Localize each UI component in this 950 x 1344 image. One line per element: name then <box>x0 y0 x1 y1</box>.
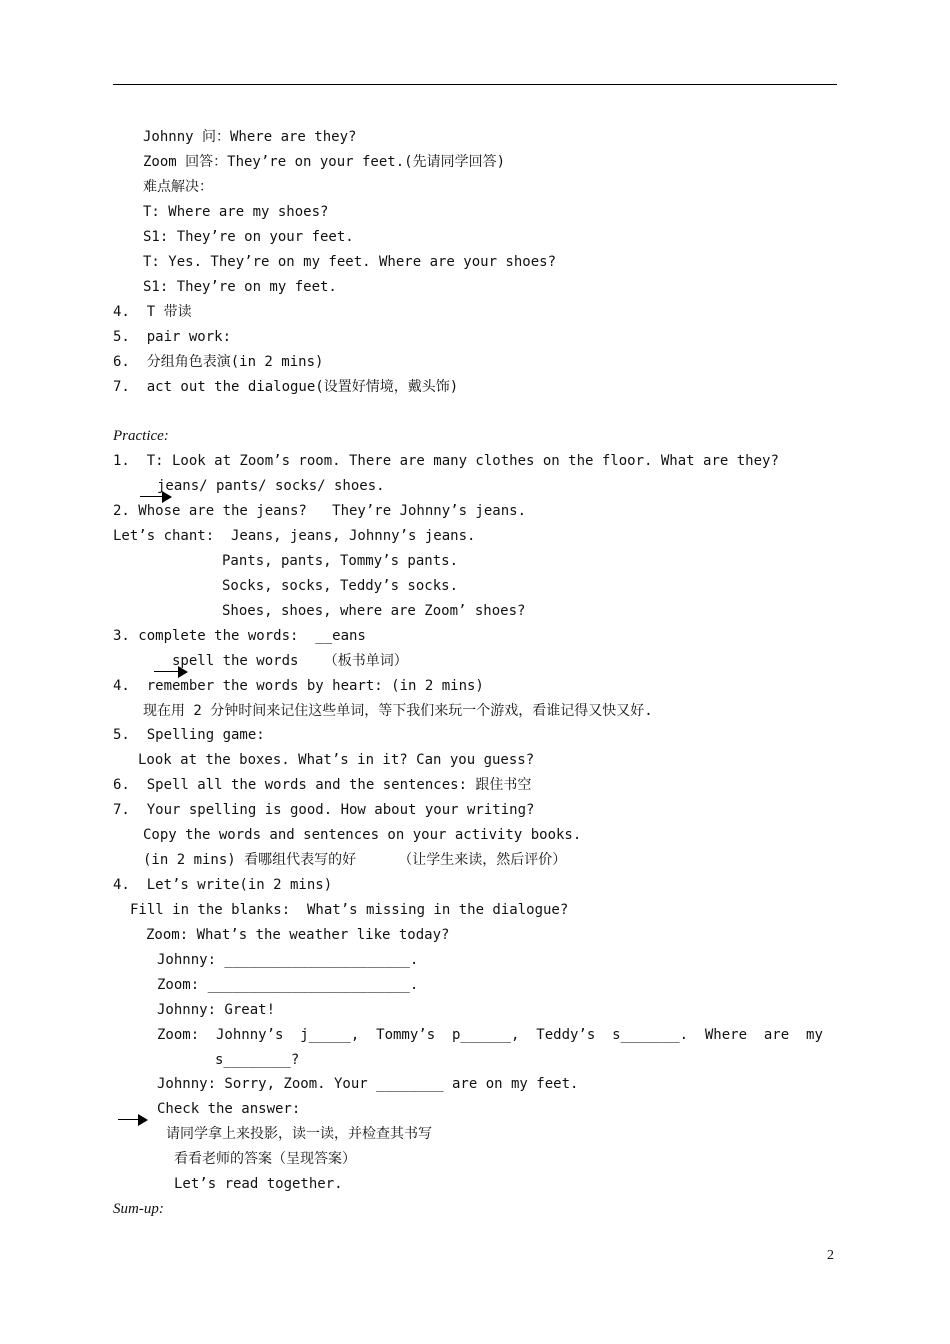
line-13: 1. T: Look at Zoom’s room. There are many clothes on the floor. What are they? <box>113 453 779 469</box>
line-18: Socks, socks, Teddy’s socks. <box>222 578 459 594</box>
line-30: 4. Let’s write(in 2 mins) <box>113 877 333 893</box>
line-35: Johnny: Great! <box>157 1002 276 1018</box>
line-2: Zoom 回答：They’re on your feet.(先请同学回答) <box>143 154 506 170</box>
line-38: Johnny: Sorry, Zoom. Your ________ are on my feet. <box>157 1076 579 1092</box>
line-29: (in 2 mins) 看哪组代表写的好 （让学生来读，然后评价） <box>143 852 567 868</box>
line-22: 4. remember the words by heart: (in 2 mins) <box>113 678 484 694</box>
line-26: 6. Spell all the words and the sentences: 跟住书空 <box>113 777 532 793</box>
line-36: Zoom: Johnny’s j_____, Tommy’s p______, Teddy’s s_______. Where are my <box>157 1027 823 1043</box>
line-42: Let’s read together. <box>174 1176 343 1192</box>
line-39: Check the answer: <box>157 1101 301 1117</box>
line-34: Zoom: ________________________. <box>157 977 419 993</box>
line-16: Let’s chant: Jeans, jeans, Johnny’s jeans. <box>113 528 476 544</box>
line-9: 5. pair work: <box>113 329 232 345</box>
page-number: 2 <box>827 1248 834 1263</box>
line-21: spell the words （板书单词） <box>172 653 408 669</box>
line-7: S1: They’re on my feet. <box>143 279 337 295</box>
line-25: Look at the boxes. What’s in it? Can you guess? <box>138 752 535 768</box>
line-28: Copy the words and sentences on your activity books. <box>143 827 582 843</box>
line-6: T: Yes. They’re on my feet. Where are your shoes? <box>143 254 557 270</box>
practice-heading: Practice: <box>113 428 169 444</box>
line-17: Pants, pants, Tommy’s pants. <box>222 553 459 569</box>
line-31: Fill in the blanks: What’s missing in the dialogue? <box>130 902 569 918</box>
header-rule <box>113 84 837 85</box>
line-32: Zoom: What’s the weather like today? <box>146 927 450 943</box>
line-5: S1: They’re on your feet. <box>143 229 354 245</box>
line-14: jeans/ pants/ socks/ shoes. <box>157 478 385 494</box>
line-20: 3. complete the words: __eans <box>113 628 366 644</box>
line-33: Johnny: ______________________. <box>157 952 419 968</box>
line-37: s________? <box>215 1052 300 1068</box>
line-15: 2. Whose are the jeans? They’re Johnny’s jeans. <box>113 503 527 519</box>
line-10: 6. 分组角色表演(in 2 mins) <box>113 354 324 370</box>
line-40: 请同学拿上来投影，读一读，并检查其书写 <box>166 1126 432 1142</box>
line-19: Shoes, shoes, where are Zoom’ shoes? <box>222 603 526 619</box>
line-41: 看看老师的答案（呈现答案） <box>174 1151 356 1167</box>
line-24: 5. Spelling game: <box>113 727 265 743</box>
line-4: T: Where are my shoes? <box>143 204 329 220</box>
arrow-icon <box>118 1114 148 1126</box>
line-23: 现在用 2 分钟时间来记住这些单词，等下我们来玩一个游戏，看谁记得又快又好. <box>143 703 653 719</box>
line-8: 4. T 带读 <box>113 304 192 320</box>
sum-up-heading: Sum-up: <box>113 1201 164 1217</box>
line-3: 难点解决： <box>143 179 213 195</box>
line-11: 7. act out the dialogue(设置好情境，戴头饰) <box>113 379 459 395</box>
line-1: Johnny 问：Where are they? <box>143 129 357 145</box>
line-27: 7. Your spelling is good. How about your writing? <box>113 802 535 818</box>
